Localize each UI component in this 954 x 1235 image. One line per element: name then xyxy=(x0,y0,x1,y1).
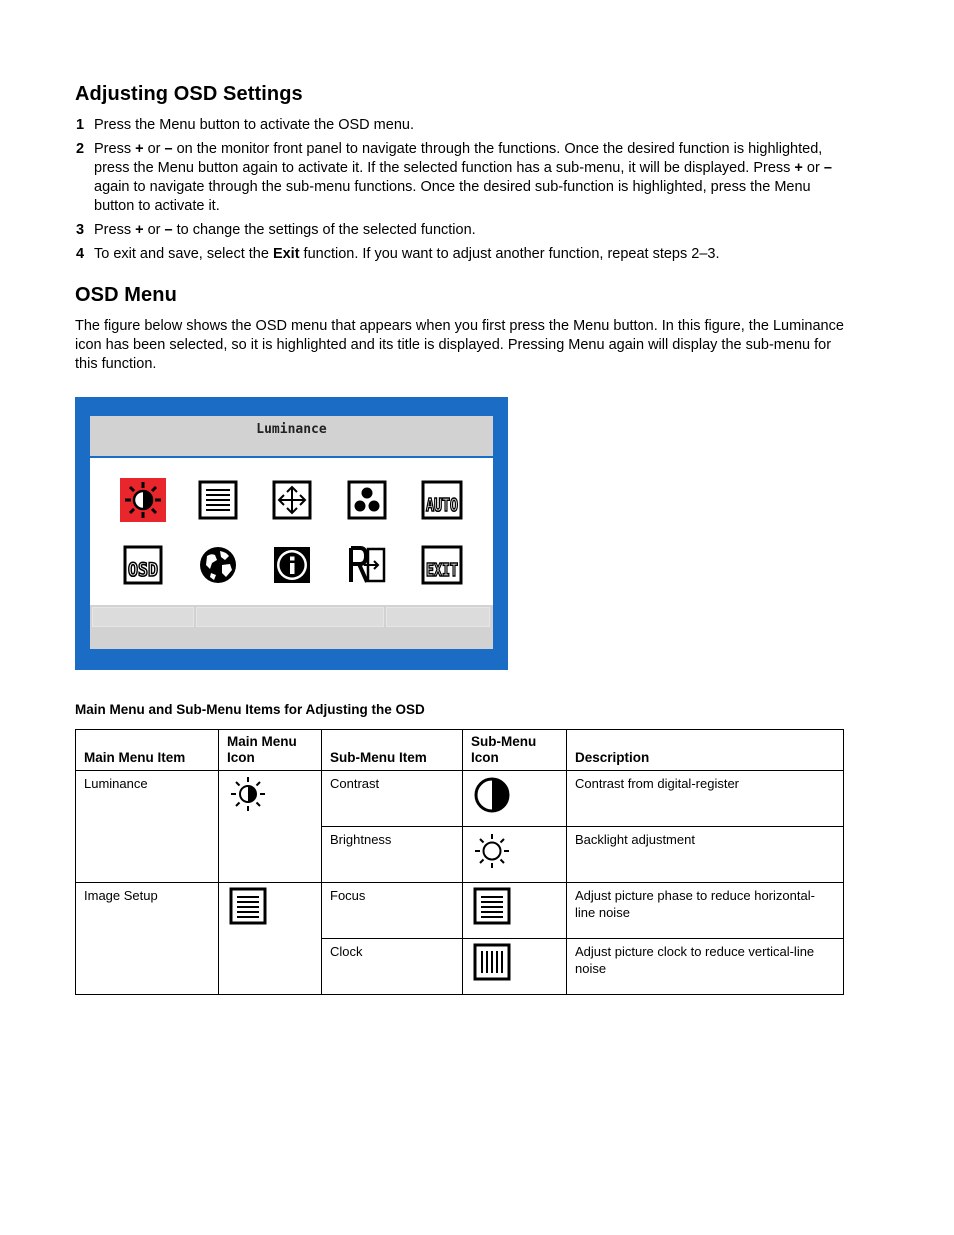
image-setup-icon xyxy=(229,887,267,925)
svg-text:AUTO: AUTO xyxy=(426,495,459,516)
section-title-osd-menu: OSD Menu xyxy=(75,284,177,306)
step-item: 1 Press the Menu button to activate the OSD menu. xyxy=(76,117,414,133)
sub-icon-cell xyxy=(463,827,567,883)
auto-icon xyxy=(419,478,465,522)
table-header-row xyxy=(76,730,844,771)
language-icon xyxy=(195,543,241,587)
brightness-icon xyxy=(473,831,511,871)
col-header-description: Description xyxy=(567,730,844,771)
steps-list xyxy=(75,116,835,269)
contrast-icon xyxy=(473,775,511,815)
table-row xyxy=(76,883,844,939)
clock-icon xyxy=(473,943,511,981)
luminance-icon xyxy=(229,775,267,813)
main-icon-cell xyxy=(219,883,322,995)
col-header-sub-item: Sub-Menu Item xyxy=(322,730,463,771)
col-header-main-icon: Main Menu Icon xyxy=(219,730,322,771)
focus-icon xyxy=(473,887,511,925)
sub-icon-cell xyxy=(463,939,567,995)
table-row xyxy=(76,771,844,827)
col-header-sub-icon: Sub-Menu Icon xyxy=(463,730,567,771)
exit-icon xyxy=(419,543,465,587)
svg-text:OSD: OSD xyxy=(128,559,158,581)
osd-menu-description: The figure below shows the OSD menu that appears when you first press the Menu button. In this figure, the Luminance icon has been selected, so it is highlighted and its title is displayed. Pressing Menu again will display the sub-menu for this function. xyxy=(75,318,844,372)
osd-menu-figure xyxy=(75,397,508,670)
description-cell: Backlight adjustment xyxy=(567,827,844,883)
step-item: 2 Press + or – on the monitor front panel to navigate through the functions. Once the desired function is highlighted, press the Menu button again to activate it. If the selected function has a sub-menu, it will be displayed. Press + or – again to navigate through the sub-menu functions. Once the desired sub-function is highlighted, press the Menu button to activate it. xyxy=(76,141,832,214)
sub-item-cell: Clock xyxy=(322,939,463,995)
description-cell: Adjust picture clock to reduce vertical-line noise xyxy=(567,939,844,995)
col-header-main-item: Main Menu Item xyxy=(76,730,219,771)
step-item: 3 Press + or – to change the settings of the selected function. xyxy=(76,222,476,238)
sub-item-cell: Contrast xyxy=(322,771,463,827)
osd-menu-footer xyxy=(90,605,493,649)
sub-icon-cell xyxy=(463,883,567,939)
step-item: 4 To exit and save, select the Exit function. If you want to adjust another function, repeat steps 2–3. xyxy=(76,246,720,262)
main-item-cell: Image Setup xyxy=(76,883,219,995)
section-title-adjusting-osd: Adjusting OSD Settings xyxy=(75,83,303,105)
sub-item-cell: Brightness xyxy=(322,827,463,883)
table-caption: Main Menu and Sub-Menu Items for Adjusting the OSD xyxy=(75,702,425,717)
luminance-icon xyxy=(120,478,166,522)
sub-item-cell: Focus xyxy=(322,883,463,939)
description-cell: Contrast from digital-register xyxy=(567,771,844,827)
description-cell: Adjust picture phase to reduce horizontal-line noise xyxy=(567,883,844,939)
information-icon xyxy=(269,543,315,587)
image-position-icon xyxy=(269,478,315,522)
factory-reset-icon xyxy=(344,543,390,587)
sub-icon-cell xyxy=(463,771,567,827)
main-item-cell: Luminance xyxy=(76,771,219,883)
osd-items-table xyxy=(75,729,844,995)
osd-icon xyxy=(120,543,166,587)
color-icon xyxy=(344,478,390,522)
image-setup-icon xyxy=(195,478,241,522)
osd-icon-grid xyxy=(90,458,493,605)
main-icon-cell xyxy=(219,771,322,883)
osd-menu-title: Luminance xyxy=(90,416,493,456)
svg-text:EXIT: EXIT xyxy=(426,560,459,581)
